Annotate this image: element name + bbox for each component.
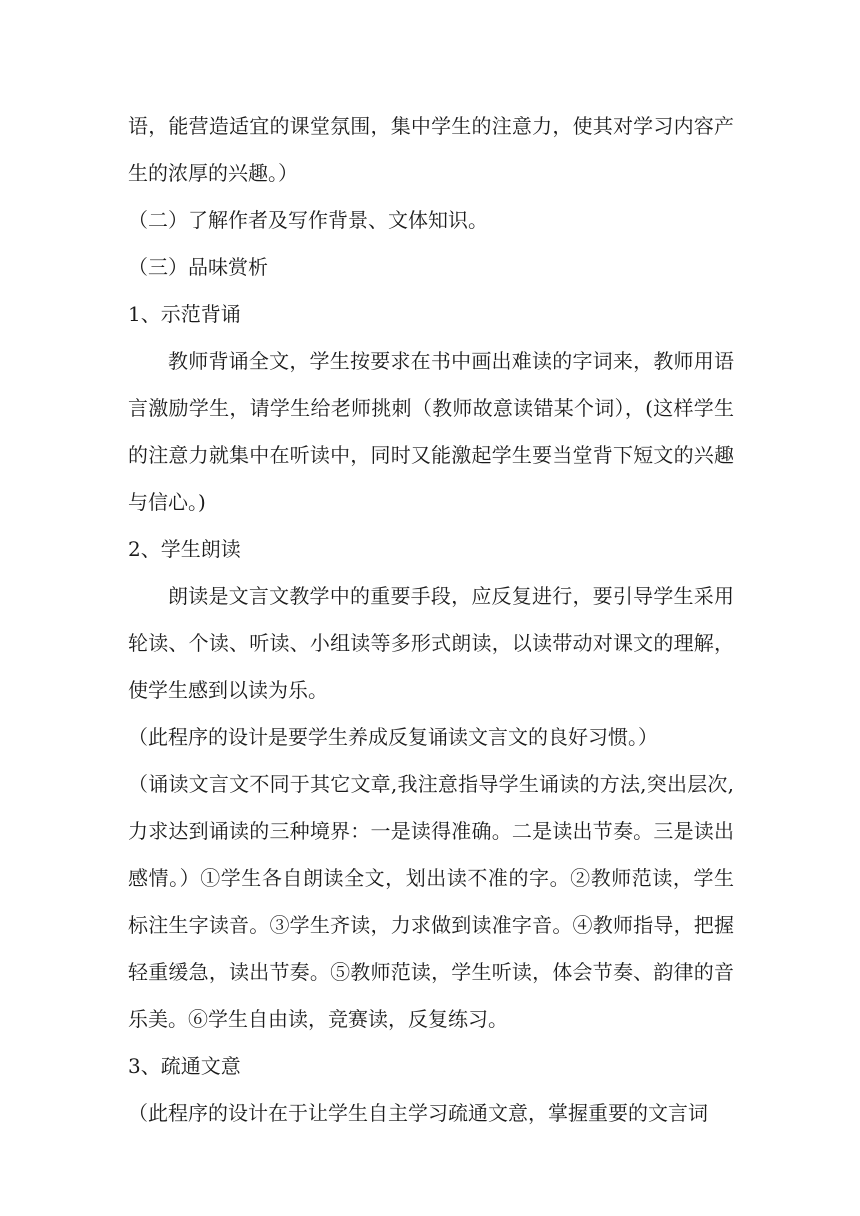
subheading-text-meaning: 3、疏通文意	[128, 1054, 241, 1078]
paragraph-student-reading: 朗读是文言文教学中的重要手段，应反复进行，要引导学生采用轮读、个读、听读、小组读等多形式朗读，以读带动对课文的理解，使学生感到以读为乐。	[128, 584, 734, 702]
paragraph-text-meaning-note: （此程序的设计在于让学生自主学习疏通文意，掌握重要的文言词	[128, 1101, 708, 1125]
paragraph-intro-continuation: 语，能营造适宜的课堂氛围，集中学生的注意力，使其对学习内容产生的浓厚的兴趣。）	[128, 114, 734, 185]
section-heading-appreciation: （三）品味赏析	[128, 255, 268, 279]
subheading-recitation-demo: 1、示范背诵	[128, 302, 241, 326]
document-body	[128, 103, 734, 1137]
subheading-student-reading: 2、学生朗读	[128, 537, 241, 561]
paragraph-recitation-demo: 教师背诵全文，学生按要求在书中画出难读的字词来，教师用语言激励学生，请学生给老师挑刺（教师故意读错某个词），(这样学生的注意力就集中在听读中，同时又能激起学生要当堂背下短文的兴趣与信心。)	[128, 349, 734, 514]
paragraph-reading-design-note: （此程序的设计是要学生养成反复诵读文言文的良好习惯。）	[128, 725, 658, 749]
paragraph-reading-steps: （诵读文言文不同于其它文章,我注意指导学生诵读的方法,突出层次,力求达到诵读的三种境界：一是读得准确。二是读出节奏。三是读出感情。）①学生各自朗读全文，划出读不准的字。②教师范读，学生标注生字读音。③学生齐读，力求做到读准字音。④教师指导，把握轻重缓急，读出节奏。⑤教师范读，学生听读，体会节奏、韵律的音乐美。⑥学生自由读，竞赛读，反复练习。	[128, 772, 734, 1031]
section-heading-background: （二）了解作者及写作背景、文体知识。	[128, 208, 488, 232]
